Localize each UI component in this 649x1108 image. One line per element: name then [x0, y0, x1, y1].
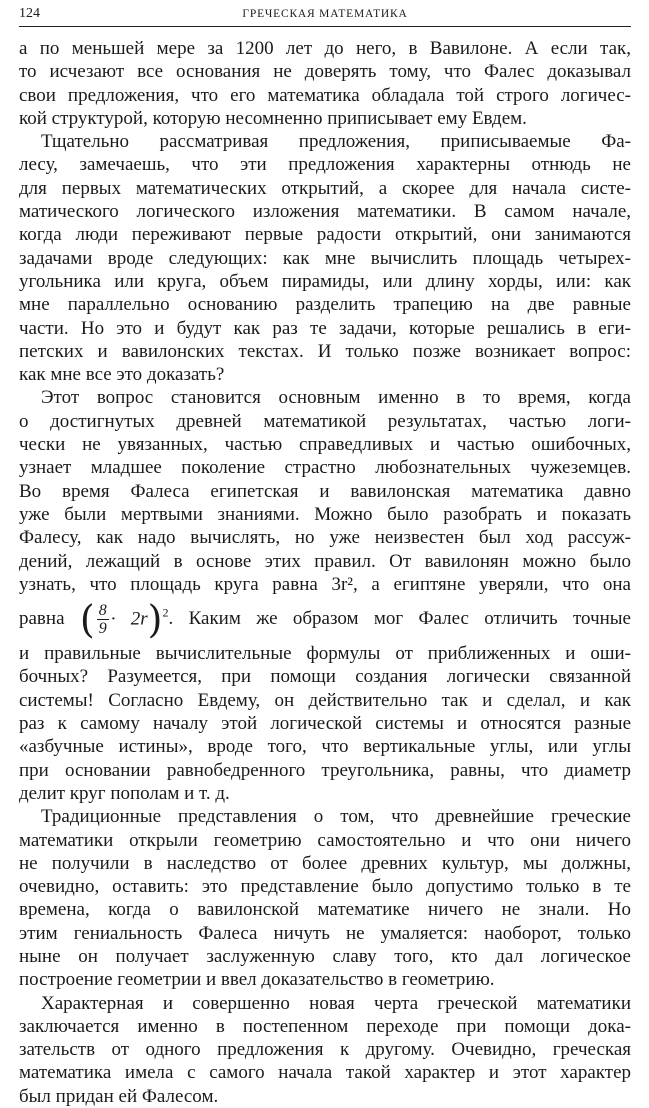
text-line: математика имела с самого начала такой характер и этот характер — [19, 1062, 631, 1084]
text-line: матического логического изложения математики. В самом начале, — [19, 201, 631, 223]
text-line: когда люди переживают первые радости открытий, они занимаются — [19, 224, 631, 246]
text-line: этим гениальность Фалеса ничуть не умаляется: наоборот, только — [19, 922, 631, 944]
text-line: узнать, что площадь круга равна 3r², а египтяне уверяли, что она — [19, 573, 631, 595]
formula-text-after: . Каким же образом мог Фалес отличить точные — [168, 608, 631, 630]
text-line: мне параллельно основанию разделить трапецию на две равные — [19, 294, 631, 316]
text-line: очевидно, оставить: это представление было допустимо только в те — [19, 876, 631, 898]
text-line: для первых математических открытий, а скорее для начала систе- — [19, 177, 631, 199]
formula-open-paren: ( — [79, 597, 95, 642]
text-line: построение геометрии и ввел доказательство в геометрию. — [19, 969, 495, 991]
text-line: свои предложения, что его математика обладала той строго логичес- — [19, 84, 631, 106]
text-line: времена, когда о вавилонской математике ничего не знали. Но — [19, 899, 631, 921]
text-line: зательств от одного предложения к другому. Очевидно, греческая — [19, 1039, 631, 1061]
text-line: чески не увязанных, частью справедливых и частью ошибочных, — [19, 434, 631, 456]
text-line: математики открыли геометрию самостоятельно и что они ничего — [19, 829, 631, 851]
text-line: то исчезают все основания не доверять тому, что Фалес доказывал — [19, 61, 631, 83]
formula-close-paren: ) — [147, 597, 163, 642]
formula-text-before: равна — [19, 608, 65, 630]
text-line: дений, лежащий в основе этих правил. От вавилонян можно было — [19, 550, 631, 572]
fraction-denominator: 9 — [98, 620, 107, 638]
text-line: Во время Фалеса египетская и вавилонская математика давно — [19, 480, 631, 502]
text-line: узнает младшее поколение страстно любознательных чужеземцев. — [19, 457, 631, 479]
formula-line — [19, 596, 631, 642]
text-line: был придан ей Фалесом. — [19, 1085, 219, 1107]
text-line: и правильные вычислительные формулы от приближенных и оши- — [19, 643, 631, 665]
text-line: Фалесу, как надо вычислять, но уже неизвестен был ход рассуж- — [19, 527, 631, 549]
text-line: Этот вопрос становится основным именно в то время, когда — [41, 387, 631, 409]
text-line: как мне все это доказать? — [19, 364, 225, 386]
text-line: Традиционные представления о том, что древнейшие греческие — [41, 806, 631, 828]
text-line: «азбучные истины», вроде того, что вертикальные углы, или углы — [19, 736, 631, 758]
text-line: Характерная и совершенно новая черта греческой математики — [41, 992, 631, 1014]
formula-power: 2 — [162, 605, 169, 620]
fraction — [97, 602, 109, 637]
text-line: о достигнутых древней математикой результатах, частью логи- — [19, 410, 631, 432]
text-line: бочных? Разумеется, при помощи создания логически связанной — [19, 666, 631, 688]
text-line: уже были мертвыми знаниями. Можно было разобрать и показать — [19, 503, 631, 525]
body-text — [19, 37, 631, 1108]
fraction-numerator: 8 — [98, 602, 107, 620]
text-line: петских и вавилонских текстах. И только позже возникает вопрос: — [19, 340, 631, 362]
text-line: ныне он получает заслуженную славу того, кто дал логическое — [19, 945, 631, 967]
text-line: а по меньшей мере за 1200 лет до него, в Вавилоне. А если так, — [19, 38, 631, 59]
page-number: 124 — [19, 6, 40, 21]
text-line: при основании равнобедренного треугольника, равны, что диаметр — [19, 759, 631, 781]
text-line: угольника или круга, объем пирамиды, или длину хорды, или: как — [19, 270, 631, 292]
text-line: делит круг пополам и т. д. — [19, 782, 230, 804]
text-line: раз к самому началу этой логической системы и относятся разные — [19, 713, 631, 735]
running-title: ГРЕЧЕСКАЯ МАТЕМАТИКА — [242, 8, 408, 20]
text-line: части. Но это и будут как раз те задачи, которые решались в еги- — [19, 317, 631, 339]
text-line: не получили в наследство от более древних культур, мы должны, — [19, 852, 631, 874]
text-line: кой структурой, которую несомненно приписывает ему Евдем. — [19, 107, 527, 129]
page-header — [19, 4, 631, 27]
text-line: системы! Согласно Евдему, он действительно так и сделал, и как — [19, 689, 631, 711]
text-line: лесу, замечаешь, что эти предложения характерны отнюдь не — [19, 154, 631, 176]
text-line: Тщательно рассматривая предложения, приписываемые Фа- — [41, 131, 631, 153]
formula-times-r: · 2r — [110, 608, 148, 630]
text-line: задачами вроде следующих: как мне вычислить площадь четырех- — [19, 247, 631, 269]
text-line: заключается именно в постепенном переходе при помощи дока- — [19, 1015, 631, 1037]
